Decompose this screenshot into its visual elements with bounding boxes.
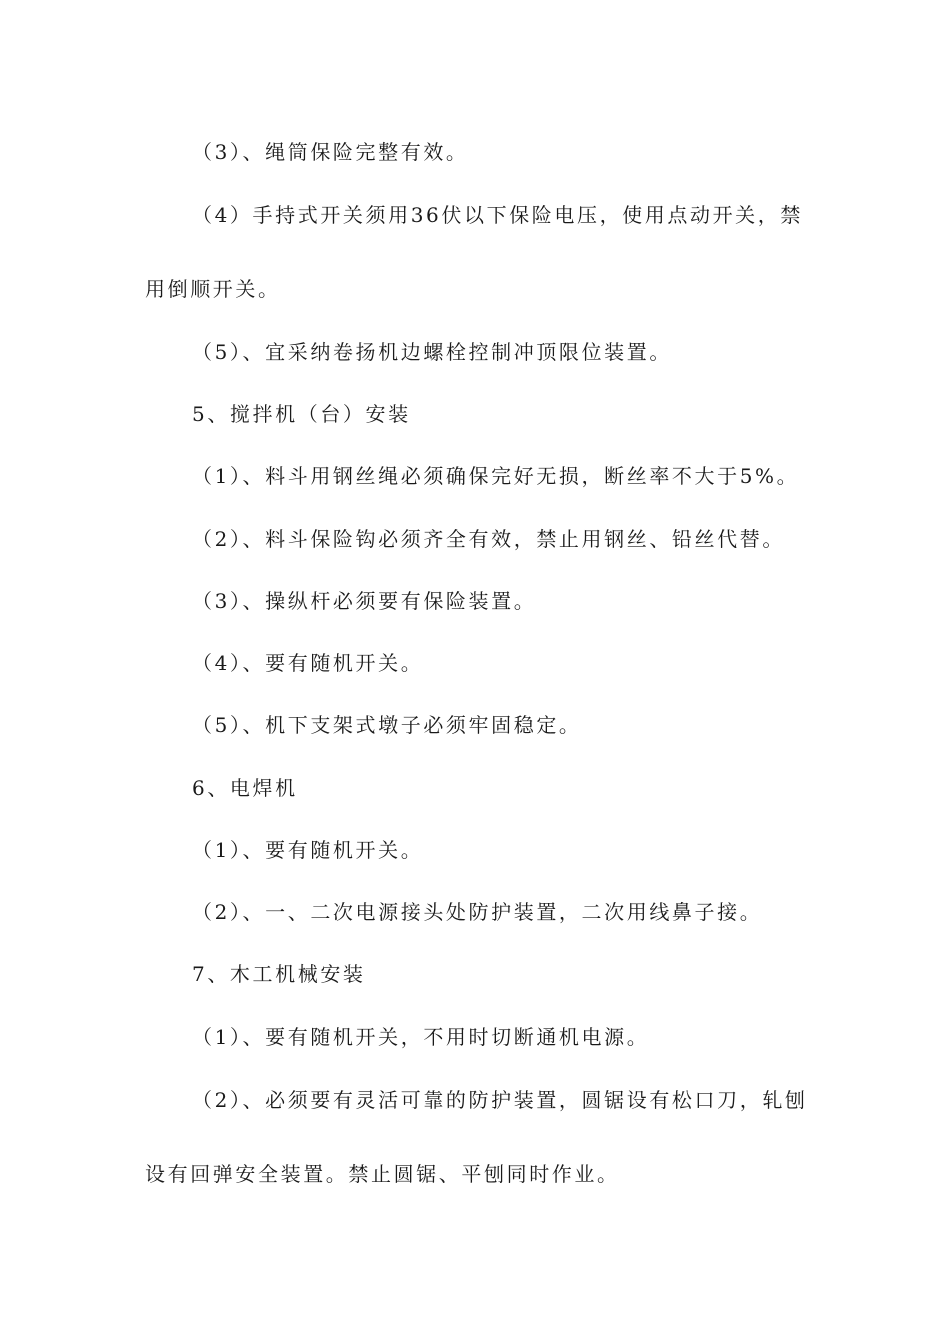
- mixer-item-3: （3）、操纵杆必须要有保险装置。: [192, 589, 537, 613]
- item-5-limit-device: （5）、宜采纳卷扬机边螺栓控制冲顶限位装置。: [192, 340, 672, 364]
- section-5-heading: 5、搅拌机（台）安装: [192, 402, 411, 426]
- mixer-item-2: （2）、料斗保险钩必须齐全有效，禁止用钢丝、铅丝代替。: [192, 527, 785, 551]
- item-3-rope-drum: （3）、绳筒保险完整有效。: [192, 140, 469, 164]
- woodwork-item-2-continued: 设有回弹安全装置。禁止圆锯、平刨同时作业。: [145, 1162, 620, 1186]
- mixer-item-4: （4）、要有随机开关。: [192, 651, 424, 675]
- mixer-item-1: （1）、料斗用钢丝绳必须确保完好无损，断丝率不大于5%。: [192, 464, 800, 488]
- section-6-heading: 6、电焊机: [192, 776, 298, 800]
- woodwork-item-2: （2）、必须要有灵活可靠的防护装置，圆锯设有松口刀，轧刨: [192, 1088, 808, 1112]
- woodwork-item-1: （1）、要有随机开关，不用时切断通机电源。: [192, 1025, 650, 1049]
- item-4-hand-switch-continued: 用倒顺开关。: [145, 277, 281, 301]
- mixer-item-5: （5）、机下支架式墩子必须牢固稳定。: [192, 713, 582, 737]
- welder-item-2: （2）、一、二次电源接头处防护装置，二次用线鼻子接。: [192, 900, 763, 924]
- welder-item-1: （1）、要有随机开关。: [192, 838, 424, 862]
- section-7-heading: 7、木工机械安装: [192, 962, 366, 986]
- item-4-hand-switch: （4）手持式开关须用36伏以下保险电压，使用点动开关，禁: [192, 203, 803, 227]
